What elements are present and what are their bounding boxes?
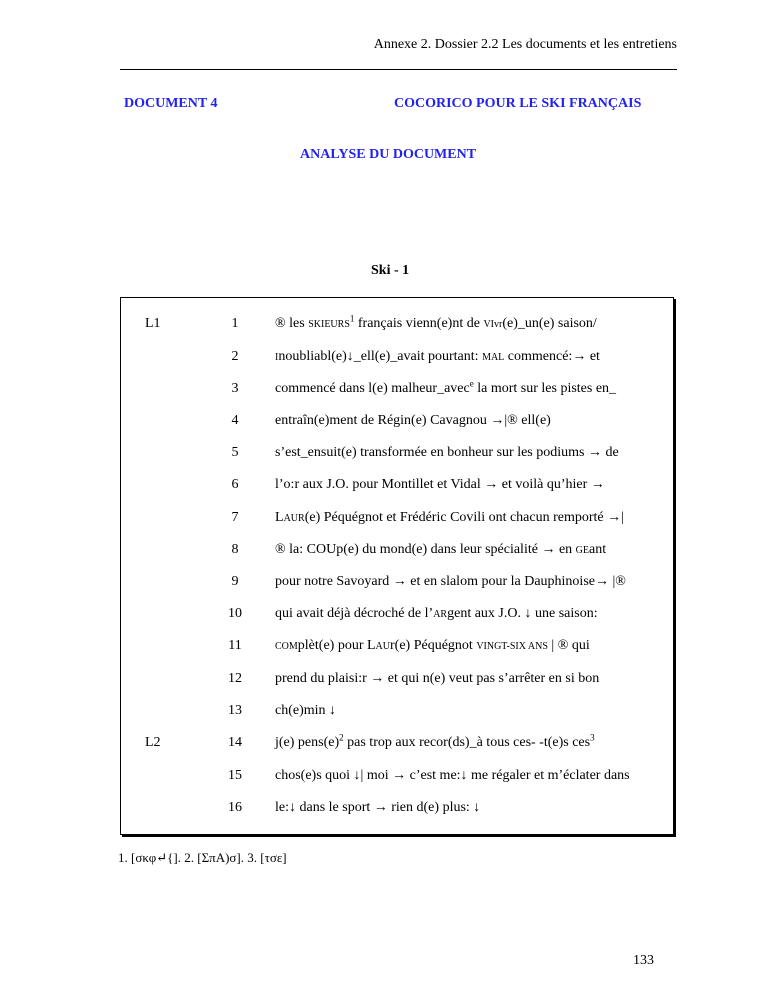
line-number: 6 — [231, 477, 239, 492]
line-text: prend du plaisi:r → et qui n(e) veut pas s’arrêter en si bon — [275, 671, 600, 686]
line-number: 16 — [228, 800, 242, 815]
line-text: pour notre Savoyard → et en slalom pour la Dauphinoise→ |® — [275, 574, 626, 589]
line-text: Inoubliabl(e)↓_ell(e)_avait pourtant: MAL commencé:→ et — [275, 349, 600, 364]
line-text: l’o:r aux J.O. pour Montillet et Vidal → et voilà qu’hier → — [275, 477, 605, 492]
line-number: 11 — [228, 638, 242, 653]
line-number: 12 — [228, 671, 242, 686]
line-text: ch(e)min ↓ — [275, 703, 337, 718]
line-number: 13 — [228, 703, 242, 718]
line-text: COMplèt(e) pour LAUr(e) Péquégnot VINGT-SIX ANS | ® qui — [275, 638, 590, 653]
line-number: 9 — [231, 574, 239, 589]
transcript-box — [120, 297, 674, 835]
line-number: 5 — [231, 445, 239, 460]
speaker-label: L1 — [145, 316, 161, 331]
line-text: entraîn(e)ment de Régin(e) Cavagnou →|® ell(e) — [275, 413, 551, 428]
footnote: 1. [σκφ↵{]. 2. [ΣπΑ)σ]. 3. [τσε] — [118, 850, 287, 865]
line-text: ® la: COUp(e) du mond(e) dans leur spécialité → en GEant — [275, 542, 607, 557]
line-text: qui avait déjà décroché de l’ARgent aux J.O. ↓ une saison: — [275, 606, 598, 621]
document-title: COCORICO POUR LE SKI FRANÇAIS — [394, 96, 642, 111]
line-text: j(e) $pens(e)^2$ pas trop aux recor(ds)_à tous ces- -t(e)s ces$^3$ — [275, 732, 595, 750]
line-number: 4 — [231, 413, 239, 428]
line-text: ® les SKIEURS$^1$ français vienn(e)nt de VIvr(e)_un(e) saison/ — [275, 313, 597, 331]
line-number: 2 — [231, 349, 239, 364]
line-number: 1 — [231, 316, 239, 331]
speaker-label: L2 — [145, 735, 161, 750]
page-number: 133 — [633, 953, 654, 968]
line-text: s’est_ensuit(e) transformée en bonheur sur les podiums → de — [275, 445, 619, 460]
line-text: commencé dans l(e) malheur_avec$^e$ la mort sur les pistes en_ — [275, 378, 617, 396]
line-number: 3 — [231, 381, 239, 396]
document-label: DOCUMENT 4 — [124, 96, 218, 111]
transcript-line — [121, 800, 673, 838]
section-heading: Ski - 1 — [371, 263, 410, 278]
line-number: 10 — [228, 606, 242, 621]
running-header: Annexe 2. Dossier 2.2 Les documents et les entretiens — [373, 37, 677, 52]
header-rule — [120, 69, 677, 70]
analysis-heading: ANALYSE DU DOCUMENT — [300, 147, 477, 162]
line-text: chos(e)s quoi ↓| moi → c’est me:↓ me régaler et m’éclater dans — [275, 768, 630, 783]
line-number: 14 — [228, 735, 242, 750]
line-number: 15 — [228, 768, 242, 783]
line-number: 8 — [231, 542, 239, 557]
line-text: LAUR(e) Péquégnot et Frédéric Covili ont chacun remporté →| — [275, 510, 624, 525]
line-text: le:↓ dans le sport → rien d(e) plus: ↓ — [275, 800, 481, 815]
line-number: 7 — [231, 510, 239, 525]
